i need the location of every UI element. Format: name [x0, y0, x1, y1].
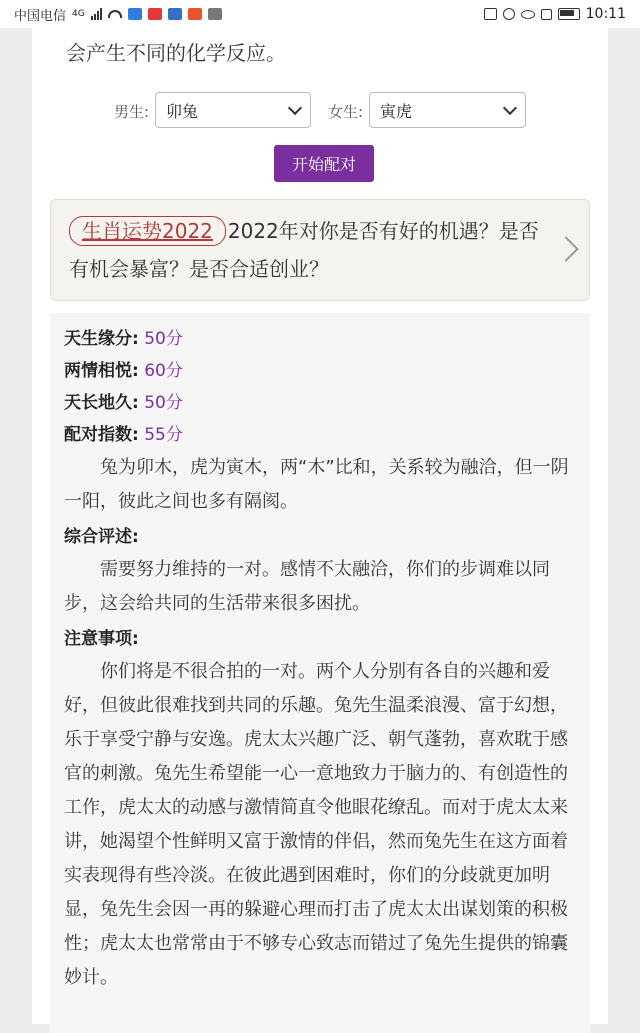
male-select-value: 卯兔	[166, 101, 199, 121]
promo-text: 2022年对你是否有好的机遇？是否有机会暴富？是否合适创业？	[69, 219, 539, 281]
notes-text: 你们将是不很合拍的一对。两个人分别有各自的兴趣和爱好，但彼此很难找到共同的乐趣。兔先生温柔浪漫、富于幻想，乐于享受宁静与安逸。虎太太兴趣广泛、朝气蓬勃，喜欢耽于感官的刺激。兔先生希望能一心一意地致力于脑力的、有创造性的工作，虎太太的动感与激情简直令他眼花缭乱。而对于虎太太来讲，她渴望个性鲜明又富于激情的伴侣，然而兔先生在这方面着实表现得有些冷淡。在彼此遇到困难时，你们的分歧就更加明显，兔先生会因一再的躲避心理而打击了虎太太出谋划策的积极性；虎太太也常常由于不够专心致志而错过了兔先生提供的锦囊妙计。	[64, 661, 568, 988]
score-label: 两情相悦:	[64, 361, 139, 381]
overall-text: 需要努力维持的一对。感情不太融洽，你们的步调难以同步，这会给共同的生活带来很多困扰。	[64, 559, 550, 614]
clock: 10:11	[585, 6, 626, 22]
wifi-icon	[108, 10, 122, 18]
search-app-icon	[128, 8, 142, 20]
score-value: 50分	[144, 393, 183, 413]
app-icon-blue	[168, 8, 182, 20]
battery-icon	[558, 8, 580, 20]
intro-text: 会产生不同的化学反应。	[66, 41, 286, 65]
hd-icon	[484, 8, 497, 20]
mail-icon	[208, 8, 222, 20]
female-select[interactable]	[369, 92, 526, 128]
score-label: 天长地久:	[64, 393, 139, 413]
chevron-right-icon	[553, 236, 578, 261]
chevron-down-icon	[288, 101, 302, 115]
score-value: 60分	[144, 361, 183, 381]
score-label: 配对指数:	[64, 425, 139, 445]
score-row	[64, 419, 576, 451]
score-value: 55分	[144, 425, 183, 445]
summary-text: 兔为卯木，虎为寅木，两“木”比和，关系较为融洽，但一阴一阳，彼此之间也多有隔阂。	[64, 457, 569, 512]
overall-heading: 综合评述:	[64, 527, 139, 547]
female-select-value: 寅虎	[380, 101, 413, 121]
male-select[interactable]	[155, 92, 311, 128]
carrier-label: 中国电信	[14, 8, 67, 24]
score-row	[64, 387, 576, 419]
eye-icon	[521, 10, 535, 19]
network-type: 4G	[72, 9, 85, 19]
mute-icon	[541, 9, 552, 20]
signal-icon	[91, 8, 102, 20]
app-icon-red	[148, 8, 162, 20]
match-result	[50, 313, 590, 1033]
promo-tag[interactable]: 生肖运势2022	[69, 216, 226, 246]
app-icon-orange	[188, 8, 202, 20]
zodiac-selector	[32, 92, 608, 130]
chevron-down-icon	[503, 101, 517, 115]
start-match-button[interactable]: 开始配对	[274, 145, 374, 182]
promo-banner[interactable]	[50, 199, 590, 301]
male-label: 男生:	[114, 103, 150, 121]
notes-heading: 注意事项:	[64, 629, 139, 649]
female-label: 女生:	[328, 103, 364, 121]
page-content	[32, 28, 608, 1024]
score-label: 天生缘分:	[64, 329, 139, 349]
score-value: 50分	[144, 329, 183, 349]
score-row	[64, 355, 576, 387]
status-bar	[0, 0, 640, 28]
score-row	[64, 323, 576, 355]
nfc-icon	[503, 8, 515, 20]
